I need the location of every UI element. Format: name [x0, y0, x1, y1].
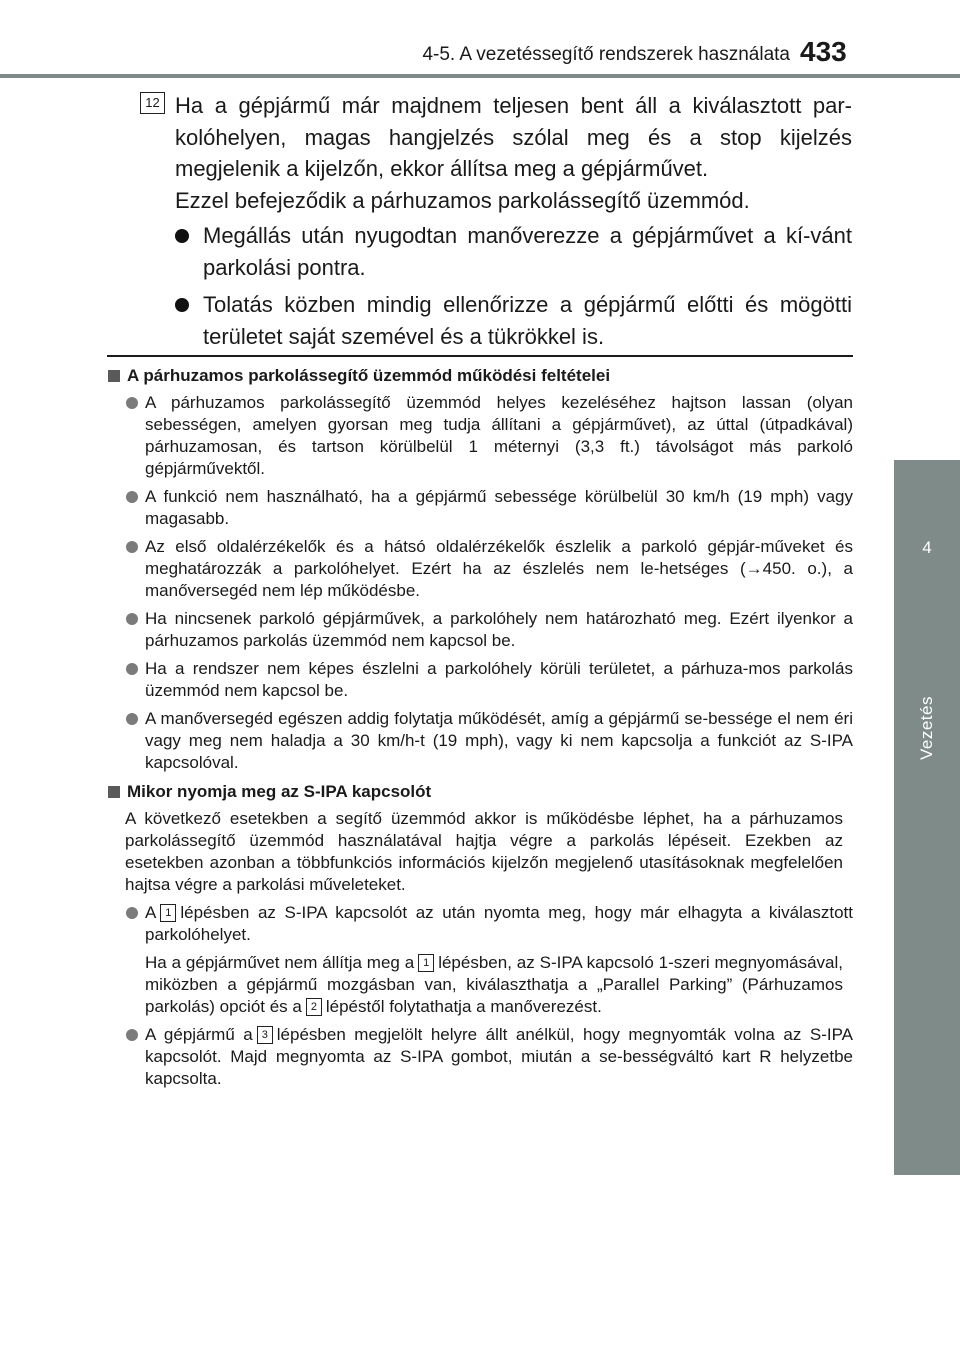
note-bullet: A manőversegéd egészen addig folytatja működését, amíg a gépjármű se-bessége el nem éri vagy meg nem haladja a 30 km/h-t (19 mph), vagy ki nem kapcsolja a funkciót az S-IPA kapcsolóval.	[107, 708, 853, 774]
header-rule	[0, 74, 960, 78]
chapter-side-tab	[894, 460, 960, 1175]
note-paragraph: A következő esetekben a segítő üzemmód akkor is működésbe léphet, ha a párhuzamos parkolássegítő üzemmód használatával hajtja végre a parkolás lépéseit. Ezekben az esetekben azonban a többfunkciós információs kijelzőn megjelenő utasításoknak megfelelően hajtsa végre a parkolási műveleteket.	[125, 809, 843, 894]
bullet-dot-icon	[126, 613, 138, 625]
step-bullet: Megállás után nyugodtan manőverezze a gépjárművet a kí-vánt parkolási pontra.	[175, 220, 852, 284]
note-bullet: A funkció nem használható, ha a gépjármű sebessége körülbelül 30 km/h (19 mph) vagy magasabb.	[107, 486, 853, 530]
step-ref-box: 1	[160, 904, 176, 922]
note-bullet: A 1 lépésben az S-IPA kapcsolót az után nyomta meg, hogy már elhagyta a kiválasztott parkolóhelyet.	[107, 902, 853, 946]
step-ref-box: 1	[418, 954, 434, 972]
bullet-dot-icon	[126, 1029, 138, 1041]
page-number: 433	[800, 36, 847, 67]
bullet-dot-icon	[126, 663, 138, 675]
step-ref-box: 2	[306, 998, 322, 1016]
note-bullet: A párhuzamos parkolássegítő üzemmód helyes kezeléséhez hajtson lassan (olyan sebességen, amelyen gyorsan meg tudja állítani a gépjárművet), az úttal (útpadkával) párhuzamosan, és tartson körülbelül 1 méternyi (3,3 ft.) távolságot más parkoló gépjárművektől.	[107, 392, 853, 480]
note-subparagraph: Ha a gépjárművet nem állítja meg a 1 lépésben, az S-IPA kapcsoló 1-szeri megnyomásával, miközben a gépjármű mozgásban van, kiválaszthatja a „Parallel Parking” (Párhuzamos parkolás) opciót és a 2 lépéstől folytathatja a manőverezést.	[145, 953, 844, 1016]
bullet-dot-icon	[126, 397, 138, 409]
step-bullet: Tolatás közben mindig ellenőrizze a gépjármű előtti és mögötti területet saját szemével és a tükrökkel is.	[175, 289, 852, 353]
square-bullet-icon	[108, 786, 120, 798]
step-text: Ha a gépjármű már majdnem teljesen bent áll a kiválasztott par-kolóhelyen, magas hangjelzés szólal meg és a stop kijelzés megjelenik a kijelzőn, ekkor állítsa meg a gépjárművet.	[175, 93, 852, 181]
step-12	[140, 90, 852, 358]
chapter-number: 4	[922, 538, 932, 557]
chapter-label: Vezetés	[917, 696, 936, 760]
note-bullet: Ha nincsenek parkoló gépjárművek, a parkolóhely nem határozható meg. Ezért ilyenkor a párhuzamos parkolás üzemmód nem kapcsol be.	[107, 608, 853, 652]
square-bullet-icon	[108, 370, 120, 382]
section-divider	[107, 355, 853, 357]
notes-section	[107, 364, 853, 1096]
section-title: 4-5. A vezetéssegítő rendszerek használata	[422, 44, 790, 65]
step-text-2: Ezzel befejeződik a párhuzamos parkolássegítő üzemmód.	[175, 187, 750, 213]
bullet-dot-icon	[126, 541, 138, 553]
note-bullet: Ha a rendszer nem képes észlelni a parkolóhely körüli területet, a párhuza-mos parkolás üzemmód nem kapcsol be.	[107, 658, 853, 702]
note-bullet: Az első oldalérzékelők és a hátsó oldalérzékelők észlelik a parkoló gépjár-műveket és meghatározzák a parkolóhelyet. Ezért ha az észlelés nem le-hetséges (→450. o.), a manőversegéd nem lép működésbe.	[107, 536, 853, 602]
note-bullet: A gépjármű a 3 lépésben megjelölt helyre állt anélkül, hogy megnyomták volna az S-IPA kapcsolót. Majd megnyomta az S-IPA gombot, miután a se-bességváltó kart R helyzetbe kapcsolta.	[107, 1024, 853, 1090]
bullet-dot-icon	[175, 298, 189, 312]
step-ref-box: 3	[257, 1026, 273, 1044]
bullet-dot-icon	[175, 229, 189, 243]
bullet-dot-icon	[126, 491, 138, 503]
note-heading: A párhuzamos parkolássegítő üzemmód működési feltételei	[107, 364, 853, 388]
step-number-box: 12	[140, 92, 165, 114]
note-heading: Mikor nyomja meg az S-IPA kapcsolót	[107, 780, 853, 804]
bullet-dot-icon	[126, 907, 138, 919]
bullet-dot-icon	[126, 713, 138, 725]
